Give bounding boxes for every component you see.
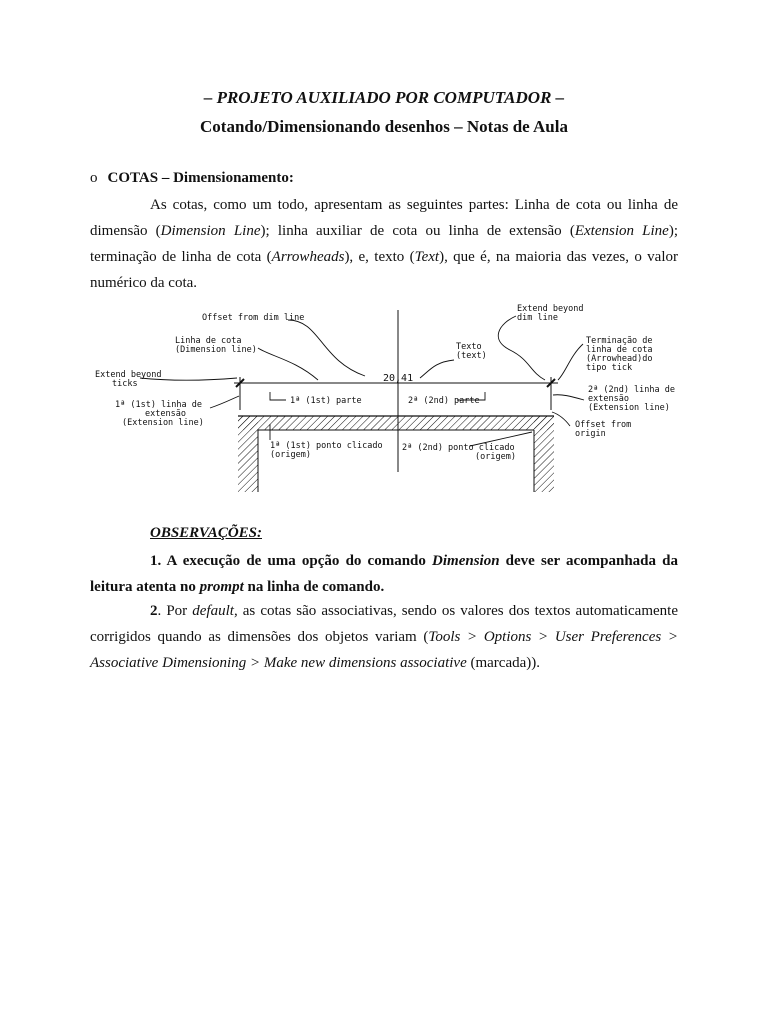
label-ext-line-2c: (Extension line) xyxy=(588,403,670,413)
obs2-text-1: . Por xyxy=(157,603,193,619)
label-offset-origin-2: origin xyxy=(575,429,606,439)
object-right-hatch xyxy=(534,416,554,492)
intro-text-3: ); terminação de linha de cota ( xyxy=(90,223,679,265)
intro-text-5: ), que é, na maioria das vezes, o valor numérico da cota. xyxy=(90,249,679,291)
label-dimension-line: (Dimension line) xyxy=(175,345,257,355)
object-top-hatch xyxy=(238,416,554,430)
obs2-text-2: , as cotas são associativas, sendo os valores dos textos automaticamente corrigidos quando as dimensões dos objetos variam ( xyxy=(90,603,678,645)
label-ponto-1a: 1ª (1st) ponto clicado xyxy=(270,441,383,451)
obs2-number: 2 xyxy=(150,603,158,619)
intro-em-extension-line: Extension Line xyxy=(574,223,669,239)
intro-em-dimension-line: Dimension Line xyxy=(160,223,261,239)
label-terminacao-1: Terminação de xyxy=(586,336,653,346)
obs1-em-dimension: Dimension xyxy=(432,553,500,569)
label-ext-line-1b: extensão xyxy=(145,409,186,419)
label-terminacao-4: tipo tick xyxy=(586,363,633,373)
object-left-hatch xyxy=(238,416,258,492)
label-ext-line-1a: 1ª (1st) linha de xyxy=(115,400,202,410)
section-heading xyxy=(90,170,294,187)
obs2-em-menu-path: Tools > Options > User Preferences > Associative Dimensioning > Make new dimensions associative xyxy=(90,629,679,671)
intro-text-4: ), e, texto ( xyxy=(344,249,415,265)
observation-1 xyxy=(90,548,678,600)
label-text: (text) xyxy=(456,351,487,361)
label-offset-dim-line: Offset from dim line xyxy=(202,313,305,323)
observacoes-heading: OBSERVAÇÕES: xyxy=(150,525,262,541)
label-linha-de-cota: Linha de cota xyxy=(175,336,242,346)
intro-em-arrowheads: Arrowheads xyxy=(271,249,345,265)
label-ponto-2b: (origem) xyxy=(475,452,516,462)
intro-paragraph xyxy=(90,192,678,296)
obs1-number: 1 xyxy=(150,553,158,569)
label-extend-ticks: Extend beyond xyxy=(95,370,162,380)
label-terminacao-2: linha de cota xyxy=(586,345,653,355)
obs1-text-1: . A execução de uma opção do comando xyxy=(157,553,433,569)
intro-text-1: As cotas, como um todo, apresentam as seguintes partes: Linha de cota ou linha de dimensão ( xyxy=(90,197,678,239)
label-extend-ticks-2: ticks xyxy=(112,379,138,389)
intro-text-2: ); linha auxiliar de cota ou linha de extensão ( xyxy=(260,223,575,239)
label-extend-dim-line: Extend beyond xyxy=(517,304,584,314)
obs1-text-3: na linha de comando. xyxy=(243,579,385,595)
intro-em-text: Text xyxy=(414,249,440,265)
label-ext-line-2b: extensão xyxy=(588,394,629,404)
label-texto: Texto xyxy=(456,342,482,352)
obs1-text-2: deve ser acompanhada da leitura atenta no xyxy=(90,553,679,595)
obs2-em-default: default xyxy=(192,603,234,619)
document-subtitle: Cotando/Dimensionando desenhos – Notas de Aula xyxy=(200,117,568,136)
label-dimension-value: 20,41 xyxy=(383,373,414,384)
obs2-text-3: (marcada)). xyxy=(466,655,541,671)
dimension-diagram xyxy=(90,300,680,500)
obs1-em-prompt: prompt xyxy=(199,579,244,595)
label-parte-1: 1ª (1st) parte xyxy=(290,396,362,406)
label-extend-dim-line-2: dim line xyxy=(517,313,558,323)
document-title: – PROJETO AUXILIADO POR COMPUTADOR – xyxy=(203,88,565,107)
label-ponto-2a: 2ª (2nd) ponto clicado xyxy=(402,443,515,453)
label-ext-line-1c: (Extension line) xyxy=(122,418,204,428)
observation-2 xyxy=(90,598,678,676)
label-parte-2: 2ª (2nd) parte xyxy=(408,396,480,406)
section-heading-text: COTAS – Dimensionamento: xyxy=(107,170,294,186)
label-ponto-1b: (origem) xyxy=(270,450,311,460)
bullet-marker: o xyxy=(90,170,98,186)
label-offset-origin: Offset from xyxy=(575,420,632,430)
label-ext-line-2a: 2ª (2nd) linha de xyxy=(588,385,675,395)
label-terminacao-3: (Arrowhead)do xyxy=(586,354,653,364)
